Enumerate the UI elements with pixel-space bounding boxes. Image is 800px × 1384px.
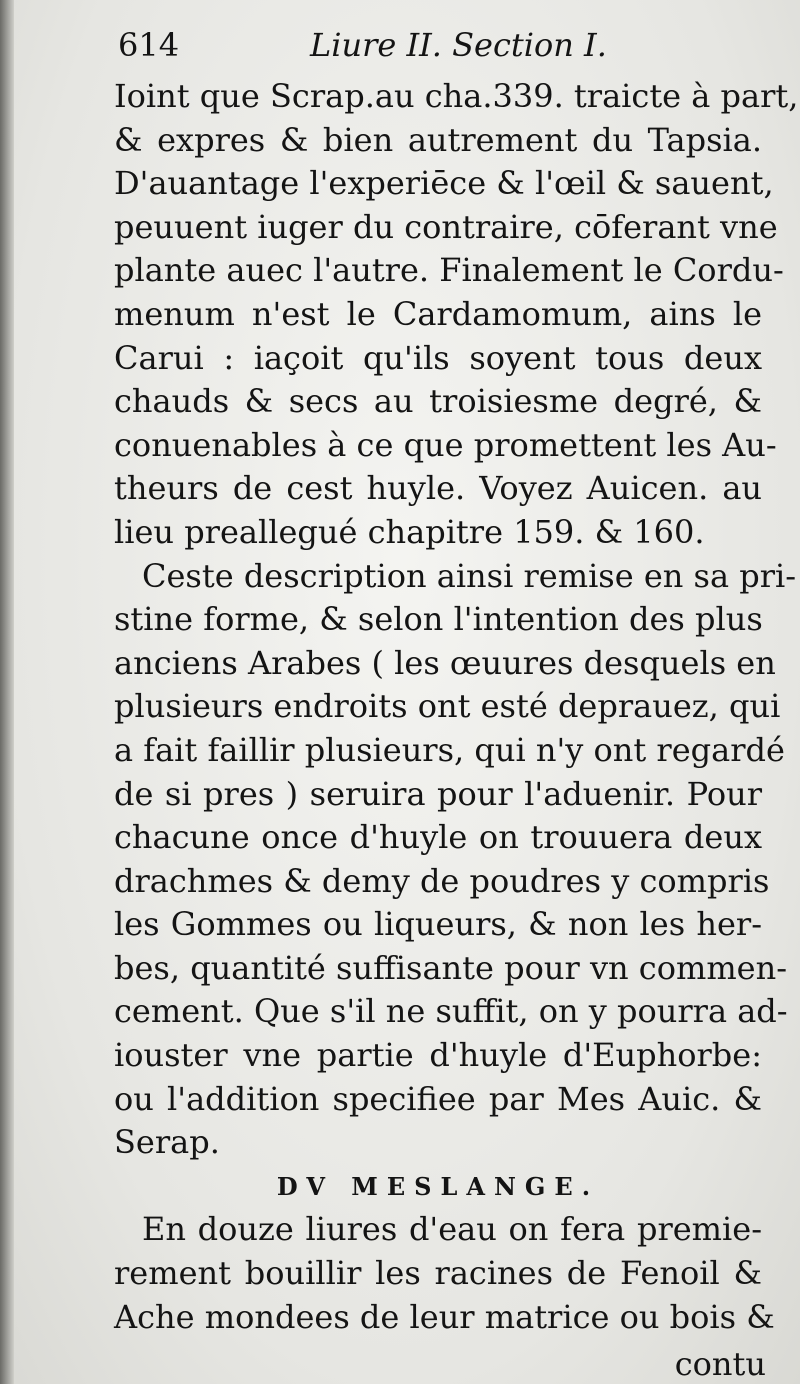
paragraph-1 — [114, 75, 799, 555]
text-line: Serap. — [114, 1123, 220, 1162]
catchword: contu — [674, 1345, 766, 1384]
catchword-line — [114, 1339, 766, 1384]
text-line: anciens Arabes ( les œuures desquels en — [114, 643, 776, 682]
text-line: D'auantage l'experiēce & l'œil & sauent, — [114, 164, 774, 203]
running-title: Liure II. Section I. — [310, 26, 607, 64]
text-line: iouster vne partie d'huyle d'Euphorbe: — [114, 1036, 762, 1075]
text-line: chacune once d'huyle on trouuera deux — [114, 818, 762, 857]
text-line: a fait faillir plusieurs, qui n'y ont regardé — [114, 730, 785, 769]
text-line: cement. Que s'il ne suffit, on y pourra ad- — [114, 992, 788, 1031]
text-line: plusieurs endroits ont esté deprauez, qui — [114, 687, 781, 726]
text-line: peuuent iuger du contraire, cōferant vne — [114, 207, 778, 246]
text-line: Ioint que Scrap.au cha.339. traicte à part, — [114, 77, 799, 115]
text-line: En douze liures d'eau on fera premie- — [142, 1210, 762, 1249]
text-line: les Gommes ou liqueurs, & non les her- — [114, 905, 762, 944]
page-gutter-shadow — [0, 0, 14, 1384]
text-line: chauds & secs au troisiesme degré, & — [114, 382, 762, 421]
text-block — [114, 75, 799, 1384]
text-line: rement bouillir les racines de Fenoil & — [114, 1254, 762, 1293]
text-line: stine forme, & selon l'intention des plus — [114, 600, 763, 639]
page-header — [118, 26, 770, 70]
text-line: Ceste description ainsi remise en sa pri- — [142, 556, 797, 595]
text-line: menum n'est le Cardamomum, ains le — [114, 294, 762, 333]
text-line: Carui : iaçoit qu'ils soyent tous deux — [114, 338, 762, 377]
text-line: lieu preallegué chapitre 159. & 160. — [114, 512, 705, 551]
paragraph-3 — [114, 1208, 775, 1339]
page-number: 614 — [118, 26, 180, 64]
text-line: & expres & bien autrement du Tapsia. — [114, 120, 762, 159]
text-line: de si pres ) seruira pour l'aduenir. Pour — [114, 774, 762, 813]
text-line: plante auec l'autre. Finalement le Cordu- — [114, 251, 784, 290]
section-heading: DV MESLANGE. — [276, 1171, 600, 1201]
text-line: conuenables à ce que promettent les Au- — [114, 425, 777, 464]
text-line: drachmes & demy de poudres y compris — [114, 861, 770, 900]
text-line: ou l'addition specifiee par Mes Auic. & — [114, 1079, 762, 1118]
paragraph-2 — [114, 555, 797, 1165]
text-line: bes, quantité suffisante pour vn commen- — [114, 948, 788, 987]
text-line: theurs de cest huyle. Voyez Auicen. au — [114, 469, 762, 508]
text-line: Ache mondees de leur matrice ou bois & — [114, 1297, 775, 1336]
